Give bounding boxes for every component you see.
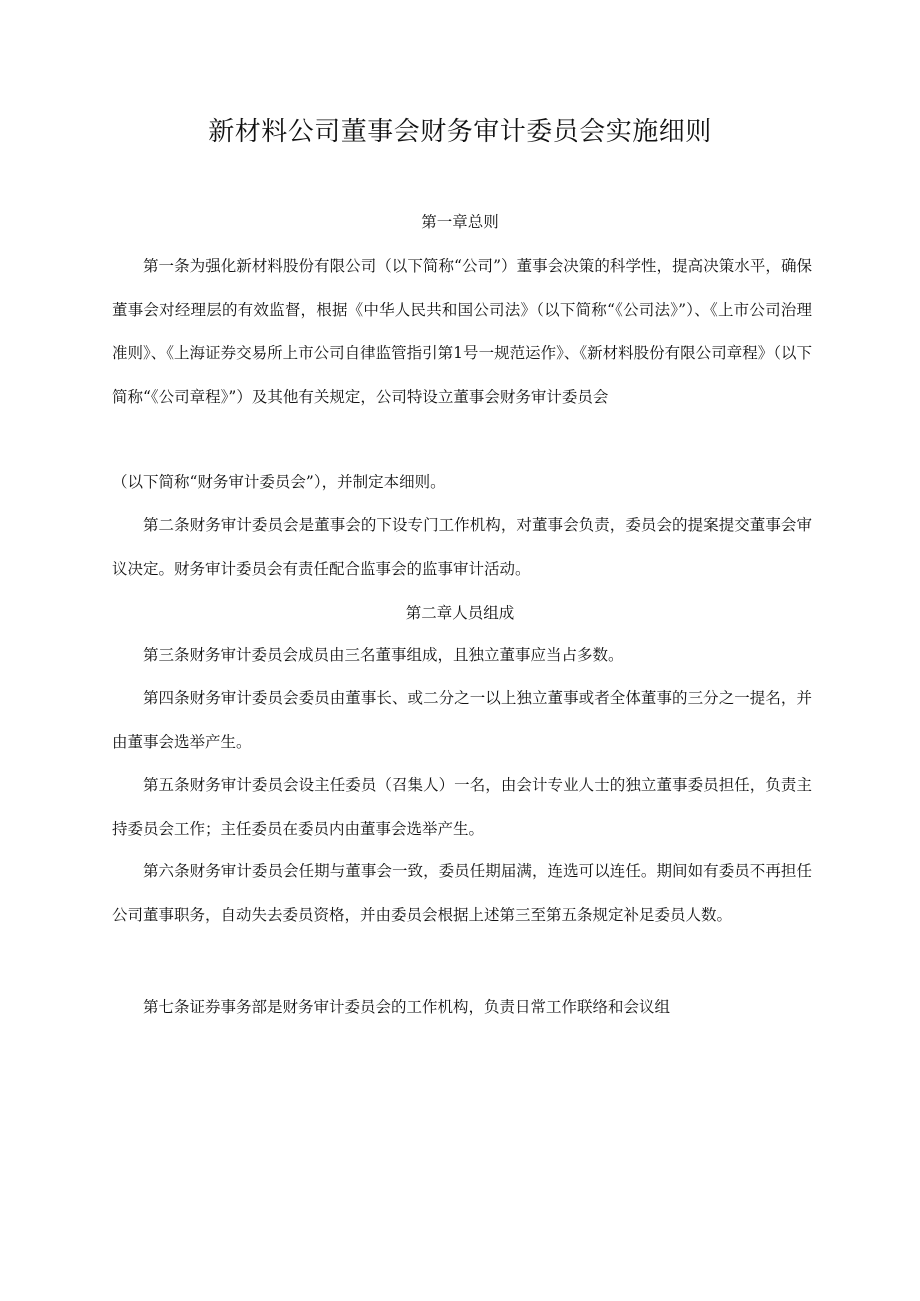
document-title: 新材料公司董事会财务审计委员会实施细则 <box>208 117 712 147</box>
chapter-heading-2: 第二章人员组成 <box>405 604 515 622</box>
article-5: 第五条财务审计委员会设主任委员（召集人）一名，由会计专业人士的独立董事委员担任，负责主持委员会工作；主任委员在委员内由董事会选举产生。 <box>112 776 812 838</box>
article-6: 第六条财务审计委员会任期与董事会一致，委员任期届满，连选可以连任。期间如有委员不再担任公司董事职务，自动失去委员资格，并由委员会根据上述第三至第五条规定补足委员人数。 <box>112 862 812 924</box>
chapter-heading-1: 第一章总则 <box>421 213 499 231</box>
article-1-continuation: （以下简称“财务审计委员会”），并制定本细则。 <box>112 473 446 491</box>
article-1: 第一条为强化新材料股份有限公司（以下简称“公司”）董事会决策的科学性，提高决策水平，确保董事会对经理层的有效监督，根据《中华人民共和国公司法》（以下简称“《公司法》”）、《上市公司治理准则》、《上海证券交易所上市公司自律监管指引第1号一规范运作》、《新材料股份有限公司章程》（以下简称“《公司章程》”）及其他有关规定，公司特设立董事会财务审计委员会 <box>112 257 812 406</box>
article-2: 第二条财务审计委员会是董事会的下设专门工作机构，对董事会负责，委员会的提案提交董事会审议决定。财务审计委员会有责任配合监事会的监事审计活动。 <box>112 516 812 578</box>
article-3: 第三条财务审计委员会成员由三名董事组成，且独立董事应当占多数。 <box>143 646 624 664</box>
article-4: 第四条财务审计委员会委员由董事长、或二分之一以上独立董事或者全体董事的三分之一提名，并由董事会选举产生。 <box>112 689 812 751</box>
article-7: 第七条证券事务部是财务审计委员会的工作机构，负责日常工作联络和会议组 <box>143 998 671 1016</box>
